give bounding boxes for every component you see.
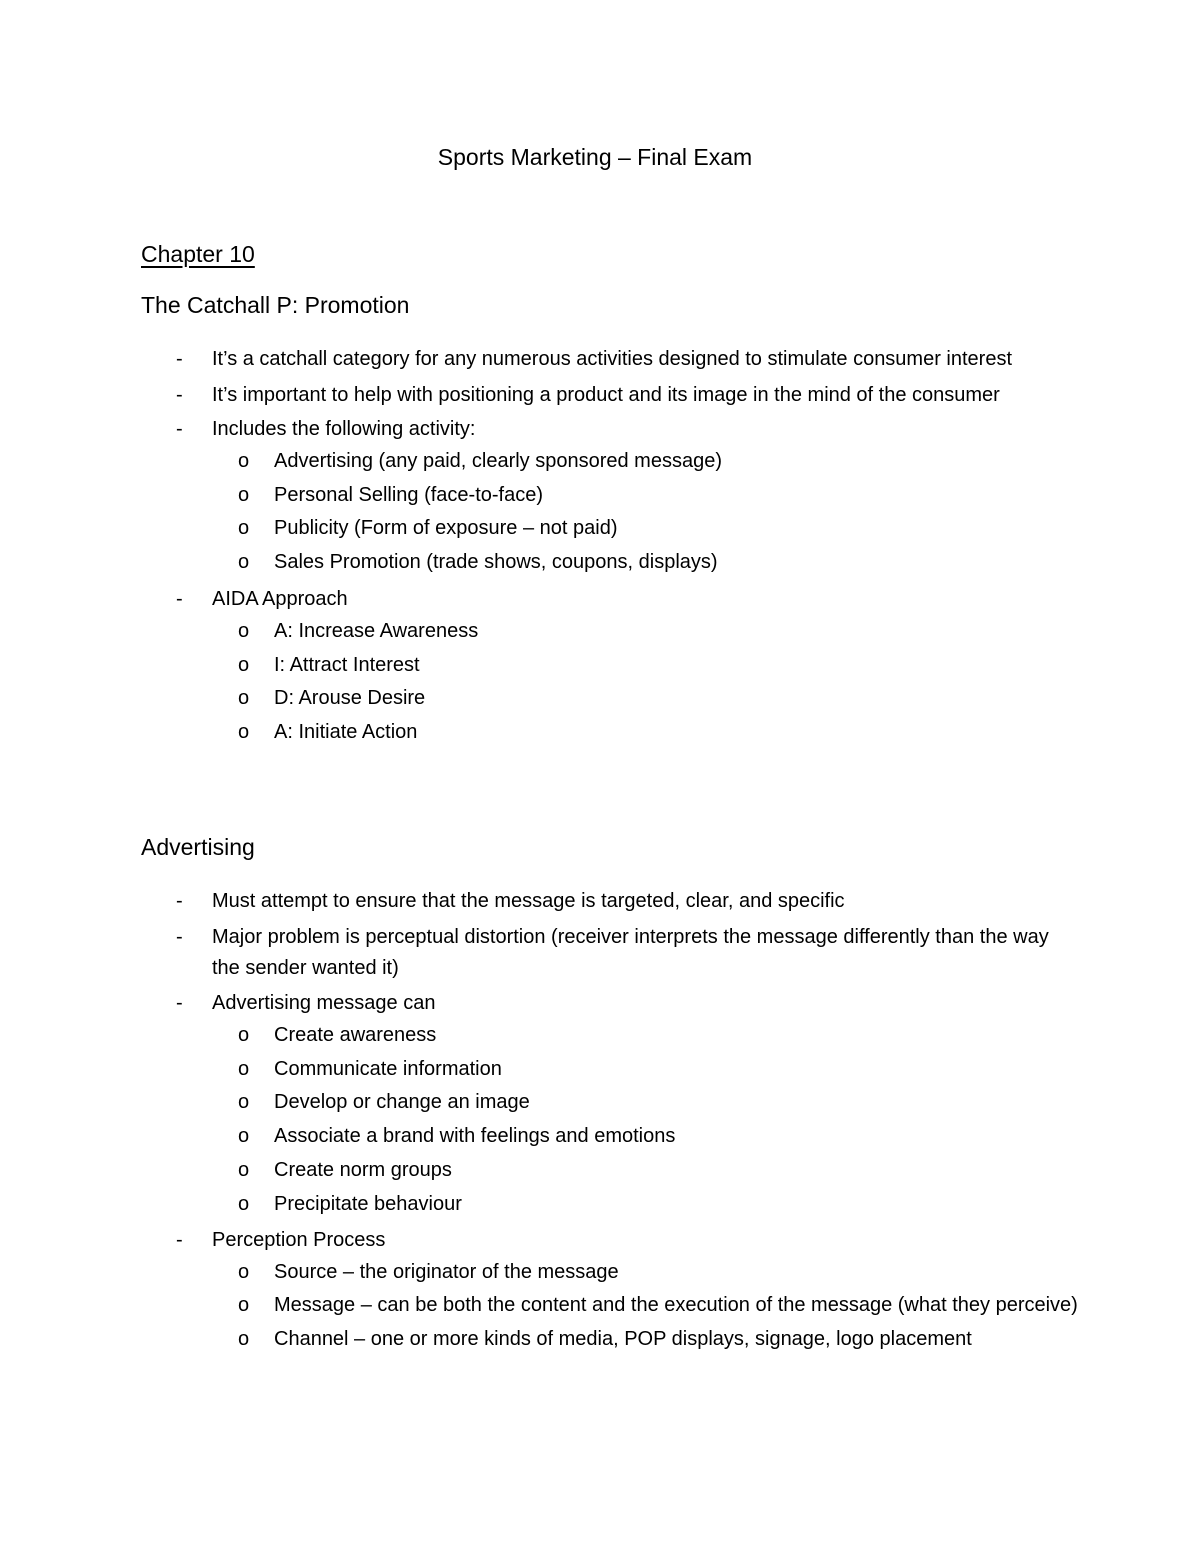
sub-list-item-text: Message – can be both the content and the execution of the message (what they perceive) <box>274 1293 1078 1316</box>
list-item <box>141 988 1081 1019</box>
sub-list-item-text: Create awareness <box>274 1024 437 1046</box>
circle-bullet: o <box>238 517 250 540</box>
sub-list-item-text: Communicate information <box>274 1057 502 1080</box>
sub-list-item <box>141 1120 1081 1154</box>
sub-list-item <box>141 1290 1081 1321</box>
circle-bullet: o <box>238 1158 250 1181</box>
sub-list-item <box>141 1188 1081 1222</box>
circle-bullet: o <box>238 1293 250 1316</box>
document-title: Sports Marketing – Final Exam <box>437 144 753 170</box>
sub-list-item-text: Develop or change an image <box>274 1091 530 1114</box>
sub-list-item <box>141 1154 1081 1188</box>
sub-list-item-text: Precipitate behaviour <box>274 1192 462 1215</box>
sub-list-item <box>141 512 1081 546</box>
circle-bullet: o <box>238 619 250 642</box>
dash-bullet: - <box>176 418 183 440</box>
list-item-text: Must attempt to ensure that the message is targeted, clear, and specific <box>212 890 845 912</box>
circle-bullet: o <box>238 687 250 710</box>
sub-list-item <box>141 1256 1081 1290</box>
sub-list-item-text: Create norm groups <box>274 1158 452 1181</box>
list-item <box>141 584 1081 615</box>
sub-list-item <box>141 716 1081 750</box>
sub-list-item-text: Source – the originator of the message <box>274 1261 619 1284</box>
list-item-text: It’s a catchall category for any numerous activities designed to stimulate consumer interest <box>212 348 1013 370</box>
sub-list-item-text: Publicity (Form of exposure – not paid) <box>274 517 618 540</box>
circle-bullet: o <box>238 1327 250 1350</box>
circle-bullet: o <box>238 1261 250 1284</box>
circle-bullet: o <box>238 1192 250 1215</box>
dash-bullet: - <box>176 1229 183 1252</box>
sub-list-item <box>141 479 1081 513</box>
dash-bullet: - <box>176 992 183 1014</box>
sub-list-item <box>141 649 1081 683</box>
dash-bullet: - <box>176 587 183 610</box>
circle-bullet: o <box>238 1091 250 1114</box>
sub-list-item <box>141 682 1081 716</box>
circle-bullet: o <box>238 720 250 743</box>
sub-list-item-text: I: Attract Interest <box>274 653 420 676</box>
dash-bullet: - <box>176 348 183 370</box>
sub-list-item-text: Associate a brand with feelings and emotions <box>274 1125 676 1148</box>
list-item-text: Perception Process <box>212 1229 386 1252</box>
promotion-heading: The Catchall P: Promotion <box>141 292 410 318</box>
list-item <box>141 922 1081 984</box>
list-item <box>141 344 1081 375</box>
sub-list-item <box>141 1323 1081 1357</box>
chapter-heading: Chapter 10 <box>141 241 255 267</box>
circle-bullet: o <box>238 551 250 574</box>
sub-list-item <box>141 445 1081 479</box>
list-item <box>141 380 1081 411</box>
sub-list-item <box>141 1019 1081 1053</box>
promotion-section <box>141 344 1081 750</box>
list-item <box>141 886 1081 917</box>
circle-bullet: o <box>238 1057 250 1080</box>
sub-list-item-text: Personal Selling (face-to-face) <box>274 483 544 506</box>
sub-list-item-text: D: Arouse Desire <box>274 687 426 710</box>
sub-list-item-text: Sales Promotion (trade shows, coupons, displays) <box>274 551 718 574</box>
circle-bullet: o <box>238 1024 250 1046</box>
sub-list-item-text: Advertising (any paid, clearly sponsored message) <box>274 450 722 472</box>
circle-bullet: o <box>238 1125 250 1148</box>
dash-bullet: - <box>176 926 183 948</box>
sub-list-item <box>141 1086 1081 1120</box>
advertising-heading: Advertising <box>141 834 255 860</box>
list-item-text: Major problem is perceptual distortion (receiver interprets the message differently than the way the sender wanted it) <box>212 926 1049 979</box>
circle-bullet: o <box>238 653 250 676</box>
sub-list-item <box>141 546 1081 580</box>
sub-list-item-text: A: Initiate Action <box>274 720 418 743</box>
list-item <box>141 414 1081 445</box>
circle-bullet: o <box>238 450 250 472</box>
circle-bullet: o <box>238 483 250 506</box>
sub-list-item <box>141 1053 1081 1087</box>
dash-bullet: - <box>176 890 183 912</box>
list-item-text: It’s important to help with positioning a product and its image in the mind of the consumer <box>212 384 1000 406</box>
sub-list-item-text: Channel – one or more kinds of media, POP displays, signage, logo placement <box>274 1327 972 1350</box>
list-item-text: Advertising message can <box>212 992 436 1014</box>
advertising-section <box>141 886 1081 1357</box>
list-item <box>141 1225 1081 1256</box>
sub-list-item-text: A: Increase Awareness <box>274 619 479 642</box>
list-item-text: Includes the following activity: <box>212 418 476 440</box>
dash-bullet: - <box>176 384 183 406</box>
list-item-text: AIDA Approach <box>212 587 348 610</box>
sub-list-item <box>141 615 1081 649</box>
